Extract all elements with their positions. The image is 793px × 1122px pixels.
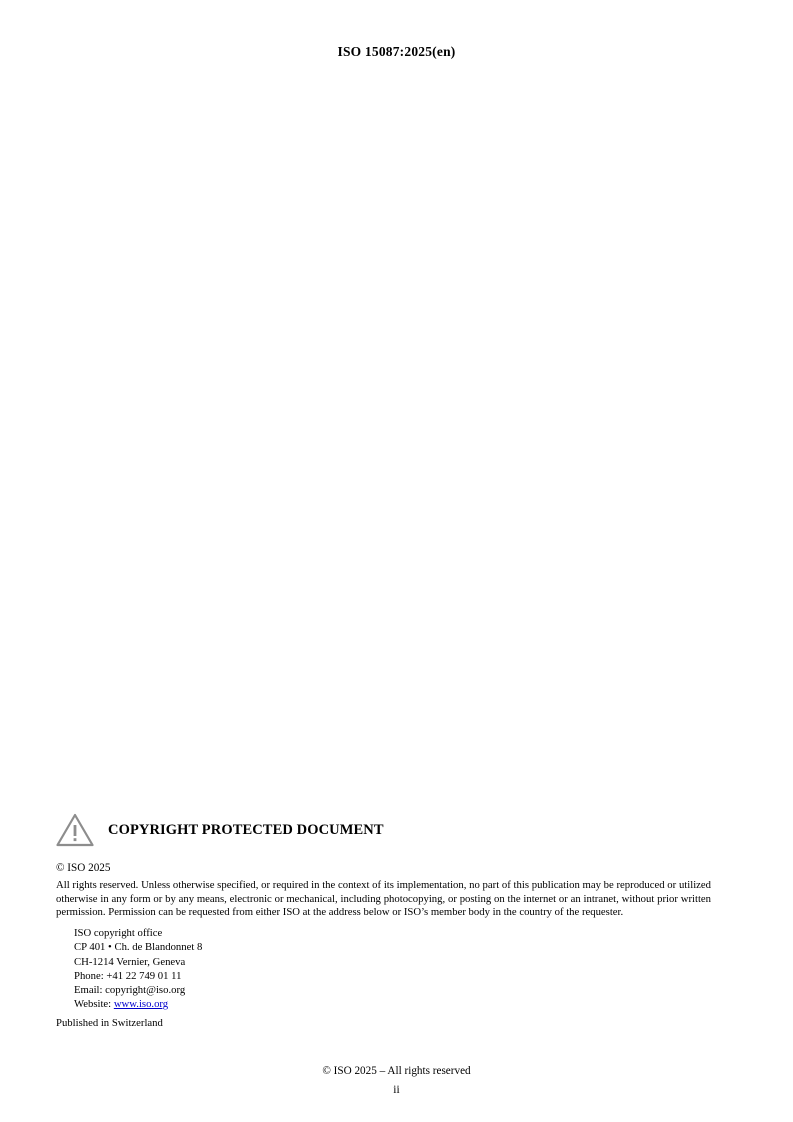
copyright-title-row (56, 808, 716, 852)
website-label: Website: (74, 998, 114, 1011)
footer-rights: © ISO 2025 – All rights reserved (322, 1065, 471, 1077)
copyright-address (74, 926, 716, 1011)
copyright-block (56, 808, 716, 1029)
published-line: Published in Switzerland (56, 1017, 163, 1030)
address-line: CH-1214 Vernier, Geneva (74, 955, 186, 968)
page-header: ISO 15087:2025(en) (337, 44, 456, 59)
copyright-line: © ISO 2025 (56, 862, 111, 874)
website-line (74, 997, 716, 1011)
address-line: ISO copyright office (74, 927, 163, 940)
address-line: Email: copyright@iso.org (74, 984, 186, 996)
address-line: Phone: +41 22 749 01 11 (74, 969, 182, 982)
website-link[interactable]: www.iso.org (113, 998, 169, 1011)
warning-triangle-icon (56, 813, 94, 847)
copyright-title: COPYRIGHT PROTECTED DOCUMENT (108, 821, 384, 838)
copyright-paragraph: All rights reserved. Unless otherwise specified, or required in the context of its implementation, no part of this publication may be reproduced or utilized otherwise in any form or by any means, electronic or mechanical, including photocopying, or posting on the internet or an intranet, without prior written permission. Permission can be requested from either ISO at the address below or ISO’s member body in the country of the requester. (56, 879, 711, 919)
address-line: CP 401 • Ch. de Blandonnet 8 (74, 941, 203, 954)
footer-page-number: ii (393, 1084, 400, 1096)
